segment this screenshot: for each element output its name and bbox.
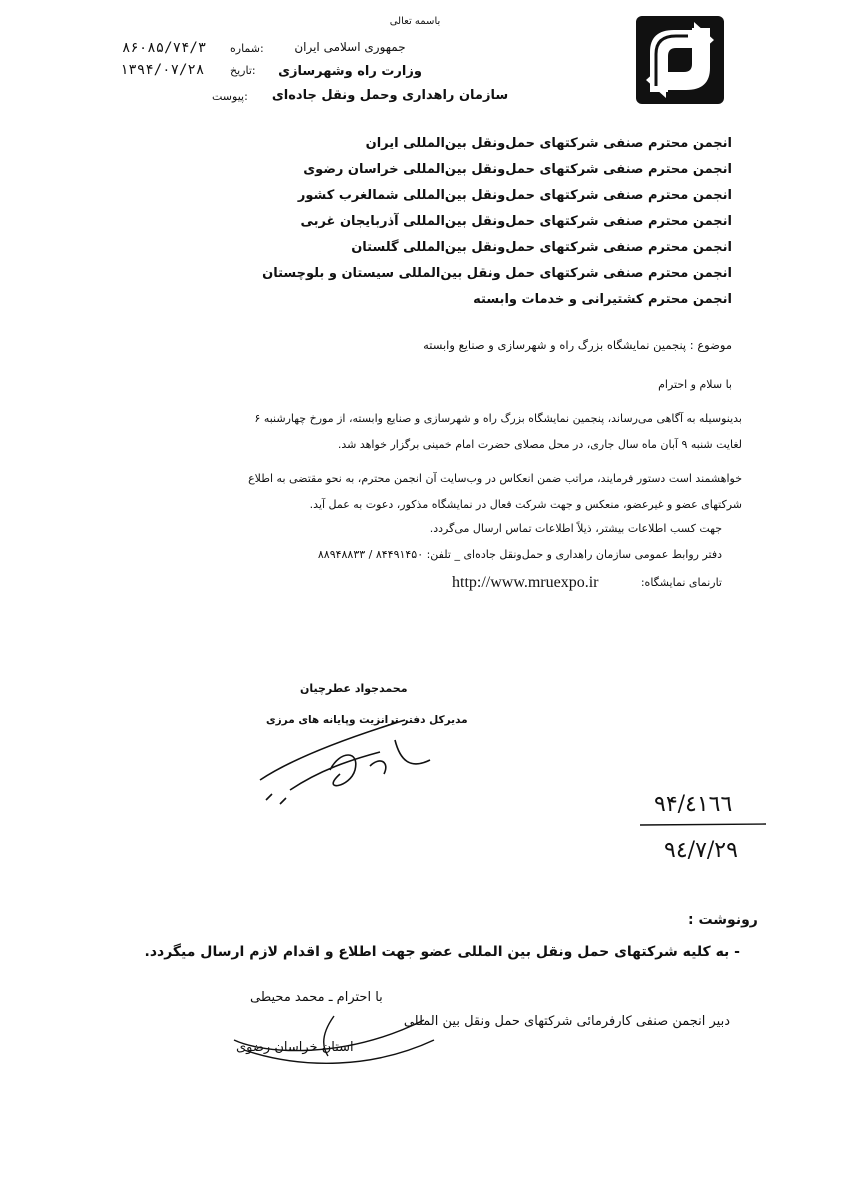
- attachment-label: پیوست:: [212, 90, 248, 103]
- org-line-organization: سازمان راهداری وحمل ونقل جاده‌ای: [271, 88, 509, 103]
- handwritten-ref-date: ۹٤/۷/۲۹: [664, 838, 738, 863]
- handwritten-signature: [230, 700, 460, 810]
- date-label: تاریخ:: [230, 64, 256, 77]
- org-line-ministry: وزارت راه وشهرسازی: [278, 64, 422, 79]
- association-secretary: دبیر انجمن صنفی کارفرمائی شرکتهای حمل ونقل بین المللی: [403, 1014, 730, 1029]
- addressee-3: انجمن محترم صنفی شرکتهای حمل‌ونقل بین‌المللی شمالغرب کشور: [297, 188, 732, 203]
- para1-line2: لغایت شنبه ۹ آبان ماه سال جاری، در محل مصلای حضرت امام خمینی برگزار خواهد شد.: [337, 438, 742, 451]
- greeting: با سلام و احترام: [658, 378, 732, 391]
- para1-line1: بدینوسیله به آگاهی می‌رساند، پنجمین نمایشگاه بزرگ راه و شهرسازی و صنایع وابسته، از مورخ چهارشنبه ۶: [254, 412, 742, 425]
- info-line: جهت کسب اطلاعات بیشتر، ذیلاً اطلاعات تماس ارسال می‌گردد.: [429, 522, 722, 535]
- addressee-1: انجمن محترم صنفی شرکتهای حمل‌ونقل بین‌المللی ایران: [365, 136, 732, 151]
- addressee-7: انجمن محترم کشتیرانی و خدمات وابسته: [473, 292, 732, 307]
- copy-title: رونوشت :: [688, 912, 758, 928]
- org-line-country: جمهوری اسلامی ایران: [294, 40, 406, 54]
- handwritten-ref-number: ۹۴/٤١٦٦: [654, 792, 733, 817]
- addressee-5: انجمن محترم صنفی شرکتهای حمل‌ونقل بین‌المللی گلستان: [351, 240, 732, 255]
- addressee-6: انجمن محترم صنفی شرکتهای حمل ونقل بین‌المللی سیستان و بلوچستان: [262, 266, 732, 281]
- date-value: ۱۳۹۴/۰۷/۲۸: [120, 62, 205, 78]
- website-label: تارنمای نمایشگاه:: [640, 576, 722, 589]
- number-value: ۸۶۰۸۵/۷۴/۳: [122, 40, 207, 56]
- signatory-title: مدیرکل دفتر ترانزیت وپایانه های مرزی: [266, 714, 468, 726]
- signatory-name: محمدجواد عطرچیان: [300, 682, 408, 695]
- rmto-logo-icon: [634, 14, 726, 106]
- copy-line: - به کلیه شرکتهای حمل ونقل بین المللی عضو جهت اطلاع و اقدام لازم ارسال میگردد.: [144, 944, 740, 960]
- bismillah: باسمه تعالی: [389, 16, 441, 27]
- handwritten-underline: [640, 822, 766, 828]
- addressee-4: انجمن محترم صنفی شرکتهای حمل‌ونقل بین‌المللی آذربایجان غربی: [300, 214, 732, 229]
- secretary-signature: [224, 1010, 454, 1074]
- para2-line1: خواهشمند است دستور فرمایند، مراتب ضمن انعکاس در وب‌سایت آن انجمن محترم، به نحو مقتضی به اطلاع: [248, 472, 742, 485]
- association-province: استان خراسان رضوی: [236, 1040, 354, 1055]
- closing-regards: با احترام ـ محمد محیطی: [250, 990, 383, 1005]
- subject-line: موضوع : پنجمین نمایشگاه بزرگ راه و شهرسازی و صنایع وابسته: [423, 338, 732, 352]
- office-contact-line: دفتر روابط عمومی سازمان راهداری و حمل‌ونقل جاده‌ای _ تلفن: ۸۴۴۹۱۴۵۰ / ۸۸۹۴۸۸۳۳: [317, 548, 722, 561]
- number-label: شماره:: [230, 42, 264, 55]
- website-link[interactable]: http://www.mruexpo.ir: [452, 574, 599, 591]
- addressee-2: انجمن محترم صنفی شرکتهای حمل‌ونقل بین‌المللی خراسان رضوی: [303, 162, 732, 177]
- para2-line2: شرکتهای عضو و غیرعضو، منعکس و جهت شرکت فعال در نمایشگاه مذکور، دعوت به عمل آید.: [309, 498, 742, 511]
